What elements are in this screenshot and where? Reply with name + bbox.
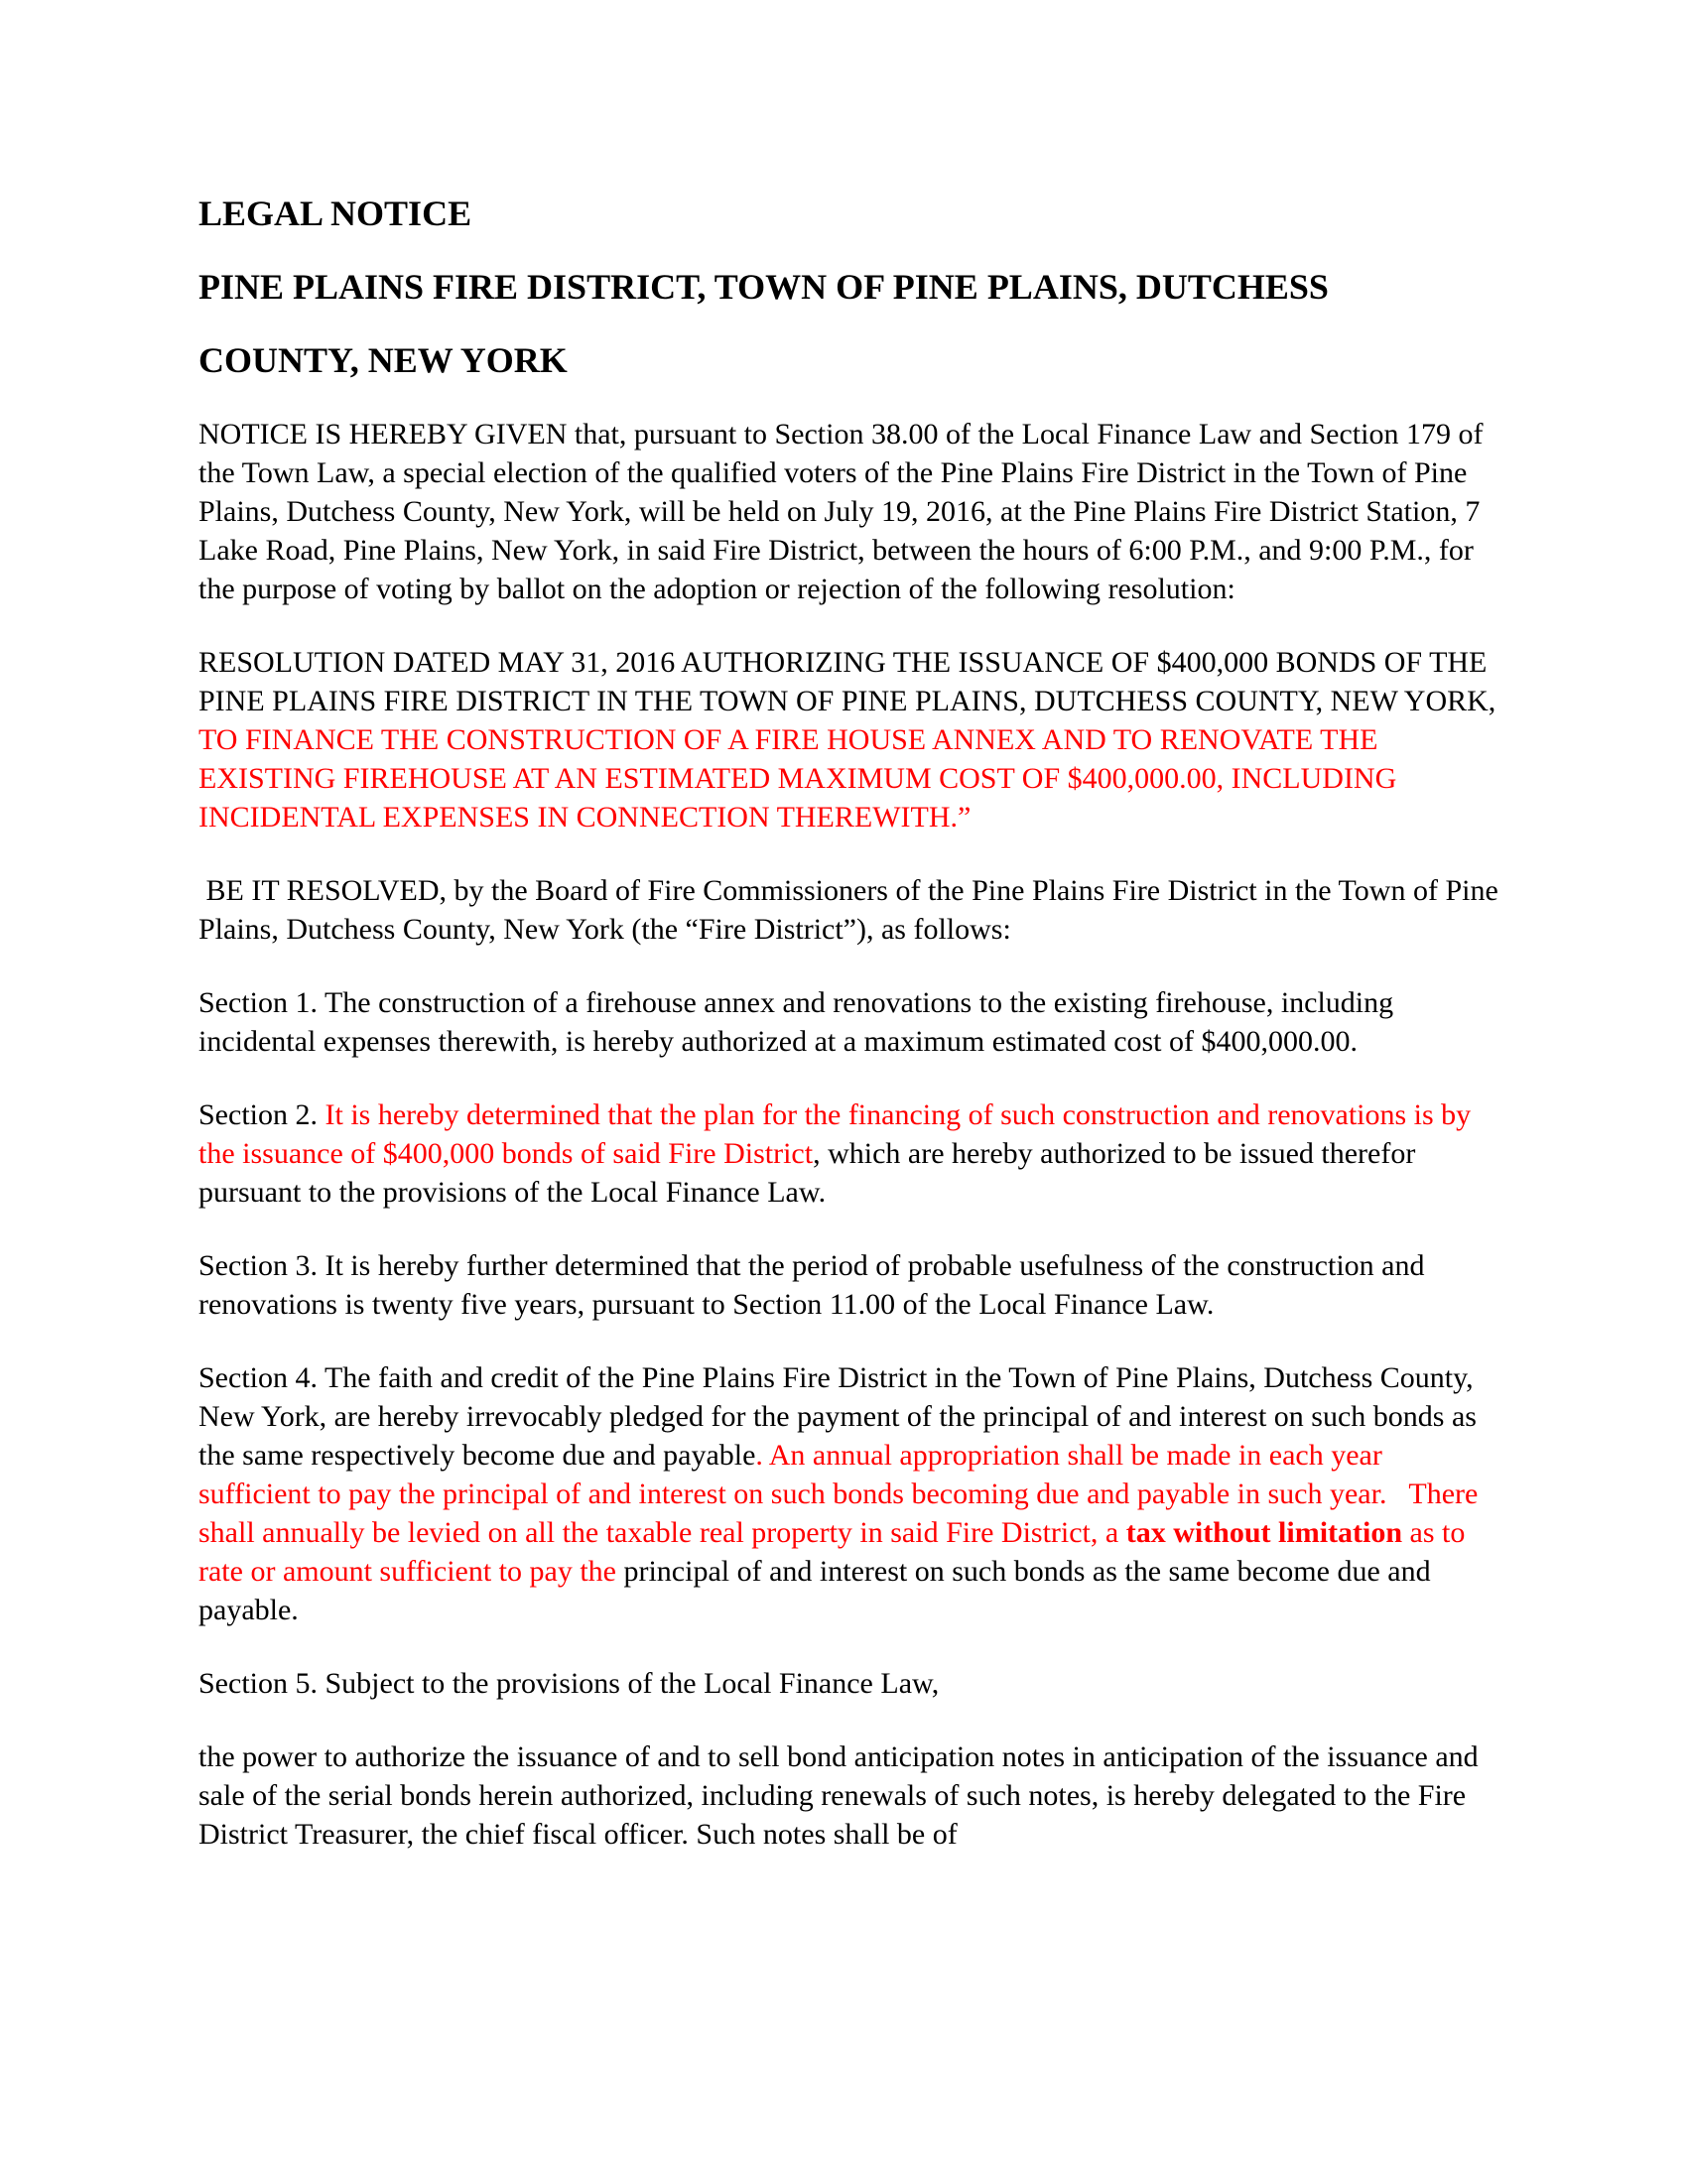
heading-fire-district-line-1: PINE PLAINS FIRE DISTRICT, TOWN OF PINE PLAINS, DUTCHESS	[198, 267, 1329, 307]
paragraph-section-3	[198, 1246, 1498, 1324]
paragraph-section-2	[198, 1095, 1498, 1212]
paragraph-section-1	[198, 983, 1498, 1061]
paragraph-section-5	[198, 1664, 1498, 1703]
text-run-black: Section 2.	[198, 1098, 325, 1131]
paragraph-resolution-dated	[198, 643, 1503, 836]
text-run-black: BE IT RESOLVED, by the Board of Fire Commissioners of the Pine Plains Fire District in the Town of Pine Plains, Dutchess County, New York (the “Fire District”), as follows:	[198, 874, 1506, 946]
text-run-red-bold: tax without limitation	[1125, 1516, 1403, 1549]
paragraph-bond-anticipation-notes	[198, 1737, 1498, 1854]
text-run-black: RESOLUTION DATED MAY 31, 2016 AUTHORIZING THE ISSUANCE OF $400,000 BONDS OF THE PINE PLAINS FIRE DISTRICT IN THE TOWN OF PINE PLAINS, DUTCHESS COUNTY, NEW YORK,	[198, 646, 1503, 717]
text-run-black: Section 5. Subject to the provisions of the Local Finance Law,	[198, 1667, 940, 1700]
text-run-black: NOTICE IS HEREBY GIVEN that, pursuant to Section 38.00 of the Local Finance Law and Section 179 of the Town Law, a special election of the qualified voters of the Pine Plains Fire District in the Town of Pine Plains, Dutchess County, New York, will be held on July 19, 2016, at the Pine Plains Fire District Station, 7 Lake Road, Pine Plains, New York, in said Fire District, between the hours of 6:00 P.M., and 9:00 P.M., for the purpose of voting by ballot on the adoption or rejection of the following resolution:	[198, 418, 1491, 605]
text-run-black: Section 3. It is hereby further determined that the period of probable usefulness of the construction and renovations is twenty five years, pursuant to Section 11.00 of the Local Finance Law.	[198, 1249, 1432, 1321]
paragraph-section-4	[198, 1358, 1498, 1629]
text-run-red: It is hereby determined that the plan for the financing of such construction and renovations is by the issuance of $400,000 bonds of said Fire District	[198, 1098, 1479, 1170]
text-run-black: the power to authorize the issuance of and to sell bond anticipation notes in anticipation of the issuance and sale of the serial bonds herein authorized, including renewals of such notes, is hereby delegated to the Fire District Treasurer, the chief fiscal officer. Such notes shall be of	[198, 1740, 1487, 1851]
text-run-red: as to rate or amount sufficient to pay the	[198, 1516, 1473, 1588]
heading-fire-district-line-2: COUNTY, NEW YORK	[198, 340, 568, 380]
text-run-black: Section 1. The construction of a firehouse annex and renovations to the existing firehouse, including incidental expenses therewith, is hereby authorized at a maximum estimated cost of $400,000.00.	[198, 986, 1401, 1058]
heading-legal-notice: LEGAL NOTICE	[198, 193, 472, 233]
paragraph-be-it-resolved	[198, 871, 1506, 949]
text-run-black: principal of and interest on such bonds as the same become due and payable.	[198, 1555, 1439, 1626]
text-run-red: . An annual appropriation shall be made in each year sufficient to pay the principal of and interest on such bonds becoming due and payable in such year. There shall annually be levied on all the taxable real property in said Fire District, a	[198, 1439, 1486, 1549]
text-run-black: , which are hereby authorized to be issued therefor pursuant to the provisions of the Local Finance Law.	[198, 1137, 1423, 1209]
paragraph-notice-is-hereby-given	[198, 415, 1498, 608]
text-run-black: Section 4. The faith and credit of the Pine Plains Fire District in the Town of Pine Plains, Dutchess County, New York, are hereby irrevocably pledged for the payment of the principal of and interest on such bonds as the same respectively become due and payable	[198, 1361, 1485, 1472]
text-run-red: TO FINANCE THE CONSTRUCTION OF A FIRE HOUSE ANNEX AND TO RENOVATE THE EXISTING FIREHOUSE AT AN ESTIMATED MAXIMUM COST OF $400,000.00, INCLUDING INCIDENTAL EXPENSES IN CONNECTION THEREWITH.”	[198, 723, 1404, 834]
